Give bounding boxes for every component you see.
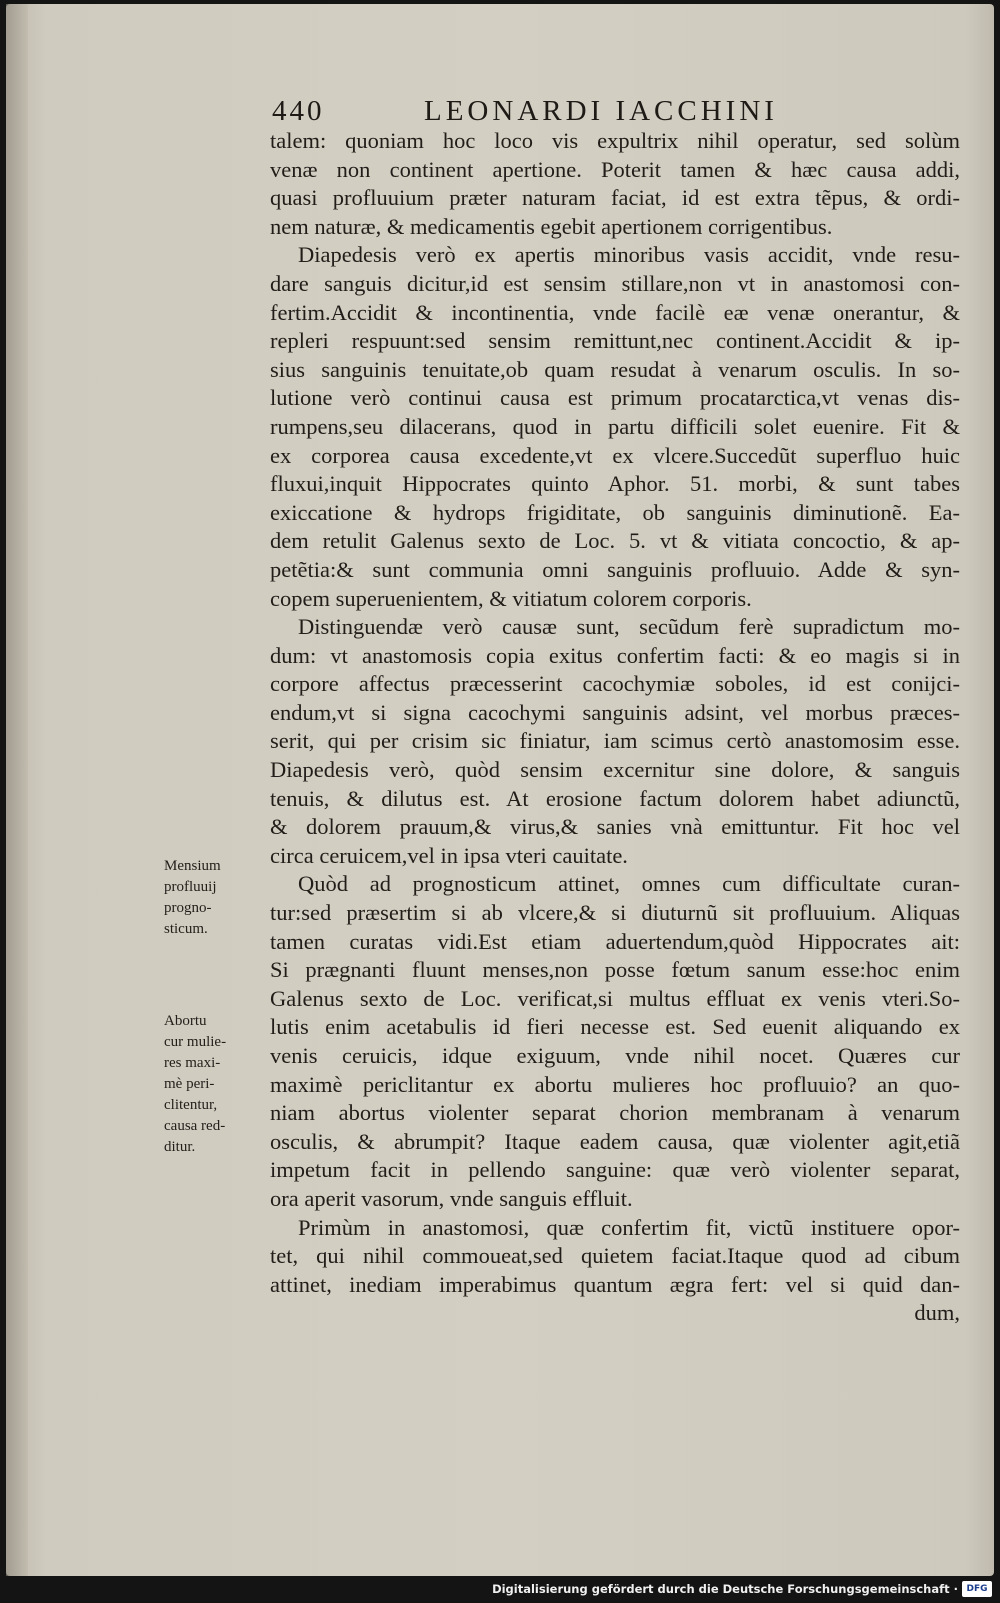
text-line: quasi profluuium præter naturam faciat, id est extra tẽpus, & ordi- — [270, 185, 960, 211]
text-line: dem retulit Galenus sexto de Loc. 5. vt & vitiata concoctio, & ap- — [270, 528, 960, 554]
text-line: osculis, & abrumpit? Itaque eadem causa, quæ violenter agit,etiã — [270, 1128, 960, 1154]
text-line: ex corporea causa excedente,vt ex vlcere.Succedũt superfluo huic — [270, 442, 960, 468]
running-head: LEONARDI IACCHINI — [424, 95, 778, 127]
text-line: endum,vt si signa cacochymi sanguinis adsint, vel morbus præces- — [270, 699, 960, 725]
margin-note-line: progno- — [164, 900, 212, 916]
footer-credit: Digitalisierung gefördert durch die Deutsche Forschungsgemeinschaft · — [492, 1582, 958, 1596]
text-line: & dolorem prauum,& virus,& sanies vnà emittuntur. Fit hoc vel — [270, 814, 960, 840]
text-line: Distinguendæ verò causæ sunt, secũdum ferè supradictum mo- — [298, 614, 960, 640]
dfg-logo-icon: DFG — [962, 1581, 992, 1597]
text-line: copem superuenientem, & vitiatum colorem corporis. — [270, 585, 752, 611]
text-line: sius sanguinis tenuitate,ob quam resudat à venarum osculis. In so- — [270, 356, 960, 382]
text-line: Diapedesis verò, quòd sensim excernitur sine dolore, & sanguis — [270, 757, 960, 783]
margin-note-line: sticum. — [164, 921, 208, 937]
text-line: fertim.Accidit & incontinentia, vnde facilè eæ venæ onerantur, & — [270, 299, 960, 325]
digitization-footer — [0, 1578, 1000, 1603]
text-line: corpore affectus præcesserint cacochymiæ soboles, id est conijci- — [270, 671, 960, 697]
text-line: ora aperit vasorum, vnde sanguis effluit. — [270, 1185, 633, 1211]
margin-note-line: causa red- — [164, 1118, 226, 1134]
text-line: Primùm in anastomosi, quæ confertim fit, victũ instituere opor- — [298, 1214, 960, 1240]
text-line: repleri respuunt:sed sensim remittunt,nec continent.Accidit & ip- — [270, 328, 960, 354]
text-line: Diapedesis verò ex apertis minoribus vasis accidit, vnde resu- — [298, 242, 960, 268]
text-line: Galenus sexto de Loc. verificat,si multus effluat ex venis vteri.So- — [270, 985, 960, 1011]
margin-note-line: ditur. — [164, 1139, 196, 1155]
margin-note-line: Mensium — [164, 858, 221, 874]
text-line: tenuis, & dilutus est. At erosione factum dolorem habet adiunctũ, — [270, 785, 960, 811]
text-line: niam abortus violenter separat chorion membranam à venarum — [270, 1100, 960, 1126]
text-line: dum: vt anastomosis copia exitus confertim facti: & eo magis si in — [270, 642, 960, 668]
text-line: exiccatione & hydrops frigiditate, ob sanguinis diminutionẽ. Ea- — [270, 499, 960, 525]
text-line: dare sanguis dicitur,id est sensim stillare,non vt in anastomosi con- — [270, 270, 960, 296]
margin-note-line: Abortu — [164, 1013, 207, 1029]
page-gutter-shadow — [6, 4, 28, 1576]
text-line: nem naturæ, & medicamentis egebit apertionem corrigentibus. — [270, 213, 833, 239]
text-line: venis ceruicis, idque exiguum, vnde nihil nocet. Quæres cur — [270, 1043, 960, 1068]
margin-note-line: profluuij — [164, 879, 217, 895]
text-line: serit, qui per crisim sic finiatur, iam scimus certò anastomosim esse. — [270, 728, 960, 754]
text-line: venæ non continent apertione. Poterit tamen & hæc causa addi, — [270, 156, 960, 182]
margin-note-line: cur mulie- — [164, 1034, 227, 1050]
margin-note-abortu — [164, 1011, 268, 1158]
text-line: petẽtia:& sunt communia omni sanguinis profluuio. Adde & syn- — [270, 556, 960, 582]
text-line: fluxui,inquit Hippocrates quinto Aphor. 51. morbi, & sunt tabes — [270, 471, 960, 497]
body-text — [270, 127, 960, 1328]
text-line: dum, — [914, 1300, 960, 1326]
margin-note-line: mè peri- — [164, 1076, 215, 1092]
text-line: maximè periclitantur ex abortu mulieres hoc profluuio? an quo- — [270, 1071, 960, 1097]
text-line: tur:sed præsertim si ab vlcere,& si diuturnũ sit profluuium. Aliquas — [270, 900, 960, 926]
margin-note-line: res maxi- — [164, 1055, 221, 1071]
text-line: tamen curatas vidi.Est etiam aduertendum,quòd Hippocrates ait: — [270, 928, 960, 954]
text-line: circa ceruicem,vel in ipsa vteri cauitate. — [270, 842, 628, 868]
text-line: impetum facit in pellendo sanguine: quæ verò violenter separat, — [270, 1157, 960, 1183]
text-line: tet, qui nihil commoueat,sed quietem faciat.Itaque quod ad cibum — [270, 1243, 960, 1269]
margin-note-mensium — [164, 856, 268, 940]
text-line: Quòd ad prognosticum attinet, omnes cum difficultate curan- — [298, 871, 960, 897]
text-line: attinet, inediam imperabimus quantum ægra fert: vel si quid dan- — [270, 1271, 960, 1297]
text-line: talem: quoniam hoc loco vis expultrix nihil operatur, sed solùm — [270, 128, 960, 153]
margin-note-line: clitentur, — [164, 1097, 218, 1113]
page-number: 440 — [272, 95, 325, 127]
text-line: lutione verò continui causa est primum procatarctica,vt venas dis- — [270, 385, 960, 411]
text-line: rumpens,seu dilacerans, quod in partu difficili solet euenire. Fit & — [270, 413, 960, 439]
text-line: Si prægnanti fluunt menses,non posse fœtum sanum esse:hoc enim — [270, 957, 960, 983]
text-line: lutis enim acetabulis id fieri necesse est. Sed euenit aliquando ex — [270, 1014, 960, 1040]
